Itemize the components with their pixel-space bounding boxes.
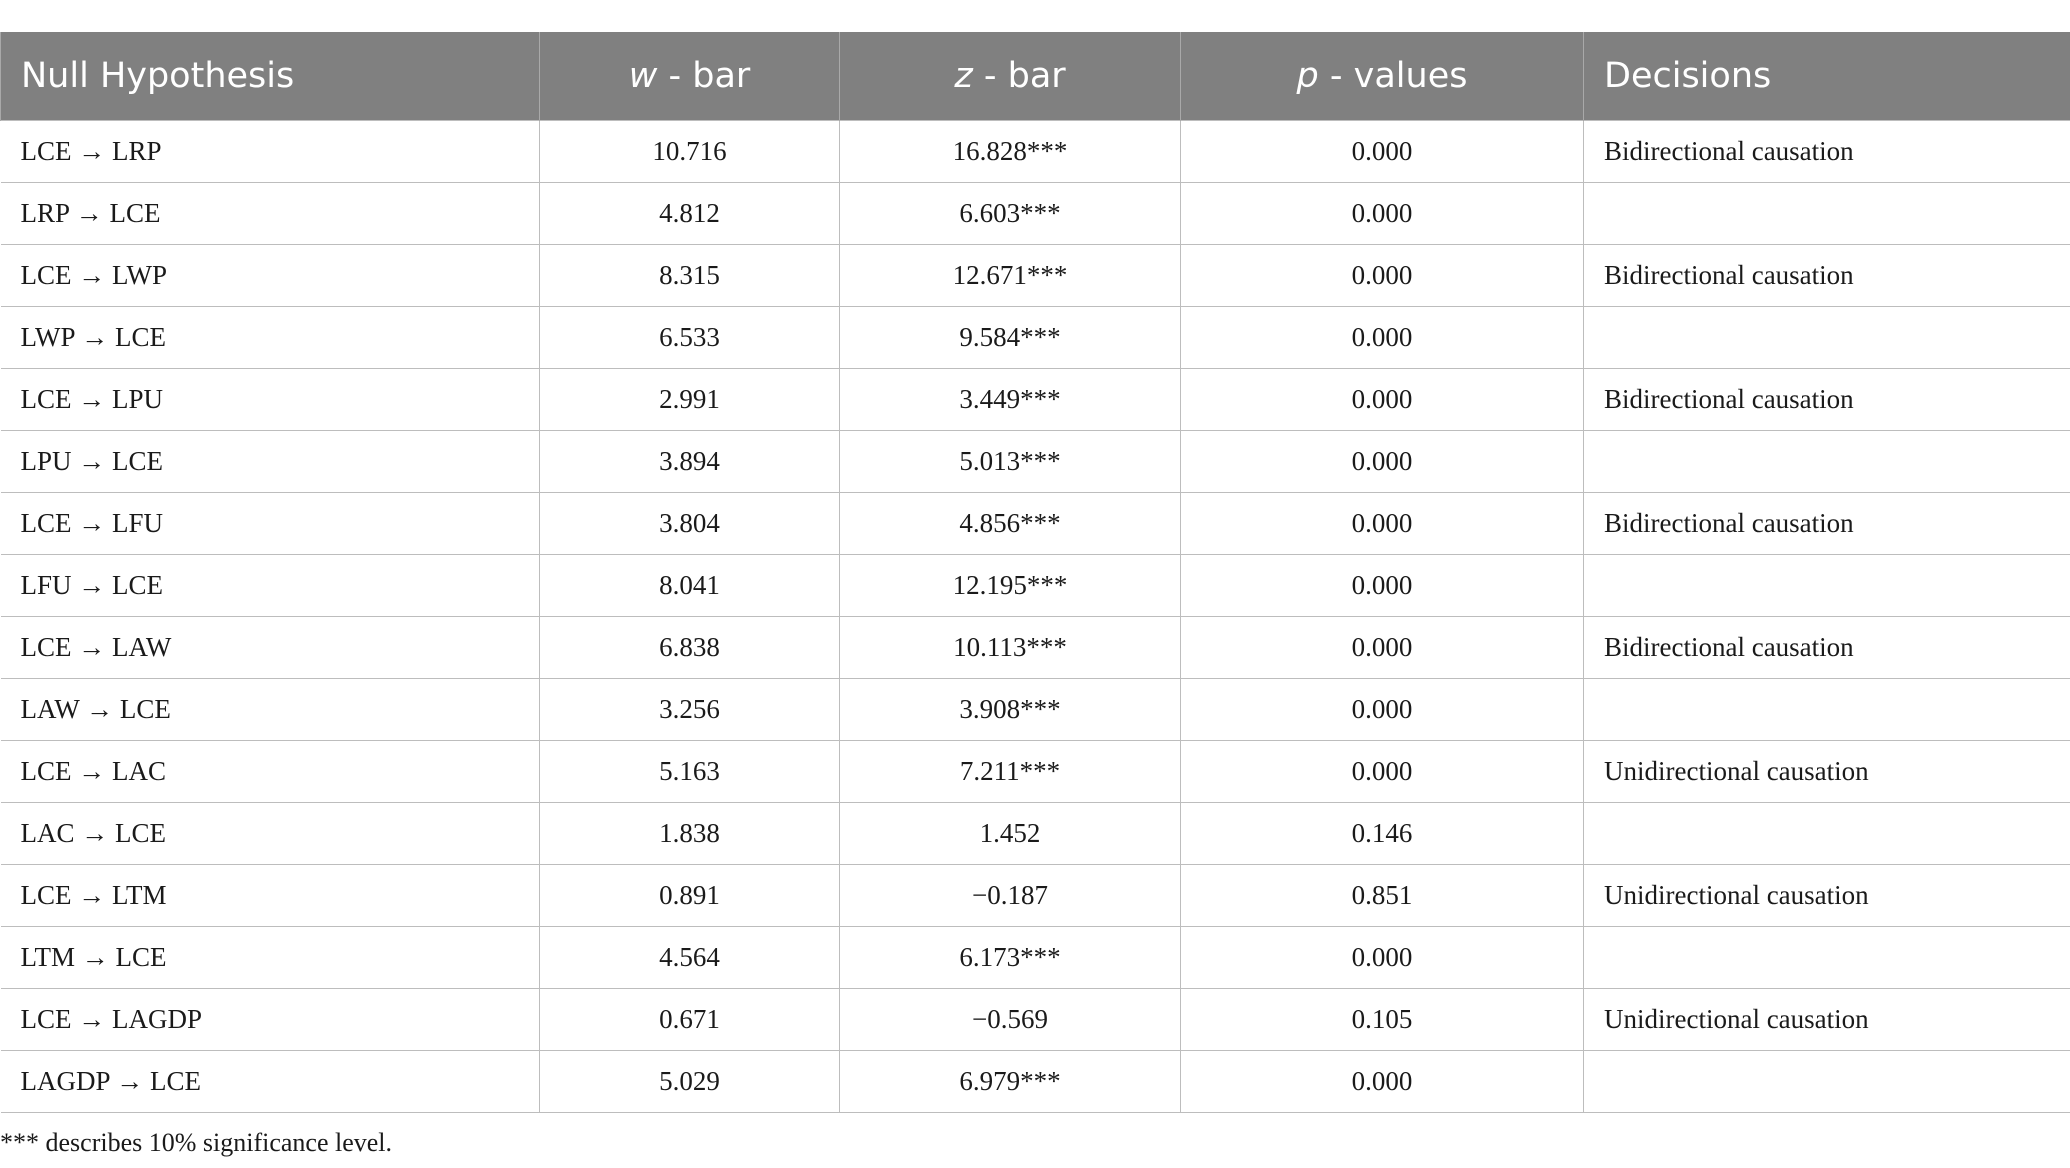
cell-decision — [1584, 803, 2070, 865]
cell-w-bar: 6.838 — [540, 617, 840, 679]
cell-decision — [1584, 431, 2070, 493]
header-decisions: Decisions — [1584, 32, 2070, 121]
cell-z-bar: 4.856*** — [840, 493, 1181, 555]
cell-p-value: 0.000 — [1181, 1051, 1584, 1113]
cell-null-hypothesis: LRP → LCE — [1, 183, 540, 245]
cell-w-bar: 3.894 — [540, 431, 840, 493]
cell-decision: Unidirectional causation — [1584, 989, 2070, 1051]
cell-p-value: 0.000 — [1181, 617, 1584, 679]
cell-null-hypothesis: LAGDP → LCE — [1, 1051, 540, 1113]
header-null-hypothesis: Null Hypothesis — [1, 32, 540, 121]
table-row — [1, 431, 2070, 493]
cell-z-bar: 12.195*** — [840, 555, 1181, 617]
cell-z-bar: 3.908*** — [840, 679, 1181, 741]
cell-z-bar: −0.569 — [840, 989, 1181, 1051]
table-header — [1, 32, 2070, 121]
table-row — [1, 865, 2070, 927]
cell-p-value: 0.000 — [1181, 927, 1584, 989]
results-table-container — [0, 32, 2070, 1113]
cell-w-bar: 5.163 — [540, 741, 840, 803]
cell-w-bar: 5.029 — [540, 1051, 840, 1113]
cell-p-value: 0.000 — [1181, 307, 1584, 369]
table-row — [1, 617, 2070, 679]
cell-null-hypothesis: LCE → LAC — [1, 741, 540, 803]
table-row — [1, 1051, 2070, 1113]
cell-decision — [1584, 555, 2070, 617]
cell-p-value: 0.000 — [1181, 121, 1584, 183]
cell-decision: Bidirectional causation — [1584, 369, 2070, 431]
cell-decision: Bidirectional causation — [1584, 245, 2070, 307]
table-row — [1, 989, 2070, 1051]
cell-z-bar: 3.449*** — [840, 369, 1181, 431]
header-w-bar: w - bar — [540, 32, 840, 121]
cell-null-hypothesis: LAW → LCE — [1, 679, 540, 741]
cell-null-hypothesis: LCE → LPU — [1, 369, 540, 431]
cell-decision — [1584, 1051, 2070, 1113]
cell-p-value: 0.000 — [1181, 369, 1584, 431]
cell-w-bar: 0.891 — [540, 865, 840, 927]
granger-causality-table — [0, 32, 2070, 1113]
cell-p-value: 0.000 — [1181, 741, 1584, 803]
cell-z-bar: 6.173*** — [840, 927, 1181, 989]
table-row — [1, 183, 2070, 245]
cell-z-bar: 9.584*** — [840, 307, 1181, 369]
cell-w-bar: 3.804 — [540, 493, 840, 555]
cell-z-bar: 6.979*** — [840, 1051, 1181, 1113]
cell-decision: Unidirectional causation — [1584, 865, 2070, 927]
cell-p-value: 0.000 — [1181, 431, 1584, 493]
cell-null-hypothesis: LCE → LAW — [1, 617, 540, 679]
cell-z-bar: 12.671*** — [840, 245, 1181, 307]
table-row — [1, 679, 2070, 741]
cell-decision: Unidirectional causation — [1584, 741, 2070, 803]
cell-w-bar: 10.716 — [540, 121, 840, 183]
cell-null-hypothesis: LPU → LCE — [1, 431, 540, 493]
cell-z-bar: 1.452 — [840, 803, 1181, 865]
cell-z-bar: 5.013*** — [840, 431, 1181, 493]
cell-decision — [1584, 307, 2070, 369]
cell-null-hypothesis: LCE → LWP — [1, 245, 540, 307]
cell-null-hypothesis: LCE → LRP — [1, 121, 540, 183]
table-row — [1, 803, 2070, 865]
cell-w-bar: 6.533 — [540, 307, 840, 369]
cell-w-bar: 3.256 — [540, 679, 840, 741]
cell-null-hypothesis: LWP → LCE — [1, 307, 540, 369]
cell-p-value: 0.851 — [1181, 865, 1584, 927]
table-row — [1, 121, 2070, 183]
header-p-values: p - values — [1181, 32, 1584, 121]
header-z-bar: z - bar — [840, 32, 1181, 121]
cell-decision: Bidirectional causation — [1584, 617, 2070, 679]
cell-p-value: 0.000 — [1181, 245, 1584, 307]
cell-p-value: 0.000 — [1181, 493, 1584, 555]
table-row — [1, 741, 2070, 803]
table-body — [1, 121, 2070, 1113]
table-row — [1, 493, 2070, 555]
table-row — [1, 307, 2070, 369]
cell-w-bar: 1.838 — [540, 803, 840, 865]
cell-null-hypothesis: LCE → LAGDP — [1, 989, 540, 1051]
cell-null-hypothesis: LCE → LFU — [1, 493, 540, 555]
cell-decision — [1584, 183, 2070, 245]
cell-z-bar: 16.828*** — [840, 121, 1181, 183]
cell-decision: Bidirectional causation — [1584, 493, 2070, 555]
table-row — [1, 927, 2070, 989]
cell-null-hypothesis: LCE → LTM — [1, 865, 540, 927]
cell-decision — [1584, 679, 2070, 741]
cell-w-bar: 8.315 — [540, 245, 840, 307]
cell-p-value: 0.146 — [1181, 803, 1584, 865]
cell-z-bar: 7.211*** — [840, 741, 1181, 803]
cell-null-hypothesis: LAC → LCE — [1, 803, 540, 865]
cell-null-hypothesis: LFU → LCE — [1, 555, 540, 617]
table-row — [1, 369, 2070, 431]
cell-p-value: 0.000 — [1181, 555, 1584, 617]
cell-p-value: 0.000 — [1181, 679, 1584, 741]
cell-z-bar: 6.603*** — [840, 183, 1181, 245]
cell-w-bar: 4.812 — [540, 183, 840, 245]
cell-w-bar: 8.041 — [540, 555, 840, 617]
cell-z-bar: 10.113*** — [840, 617, 1181, 679]
header-row — [1, 32, 2070, 121]
cell-p-value: 0.105 — [1181, 989, 1584, 1051]
cell-w-bar: 0.671 — [540, 989, 840, 1051]
cell-p-value: 0.000 — [1181, 183, 1584, 245]
cell-null-hypothesis: LTM → LCE — [1, 927, 540, 989]
cell-w-bar: 2.991 — [540, 369, 840, 431]
table-row — [1, 245, 2070, 307]
table-row — [1, 555, 2070, 617]
table-footnote: *** describes 10% significance level. — [0, 1128, 393, 1157]
cell-decision: Bidirectional causation — [1584, 121, 2070, 183]
cell-decision — [1584, 927, 2070, 989]
cell-z-bar: −0.187 — [840, 865, 1181, 927]
cell-w-bar: 4.564 — [540, 927, 840, 989]
